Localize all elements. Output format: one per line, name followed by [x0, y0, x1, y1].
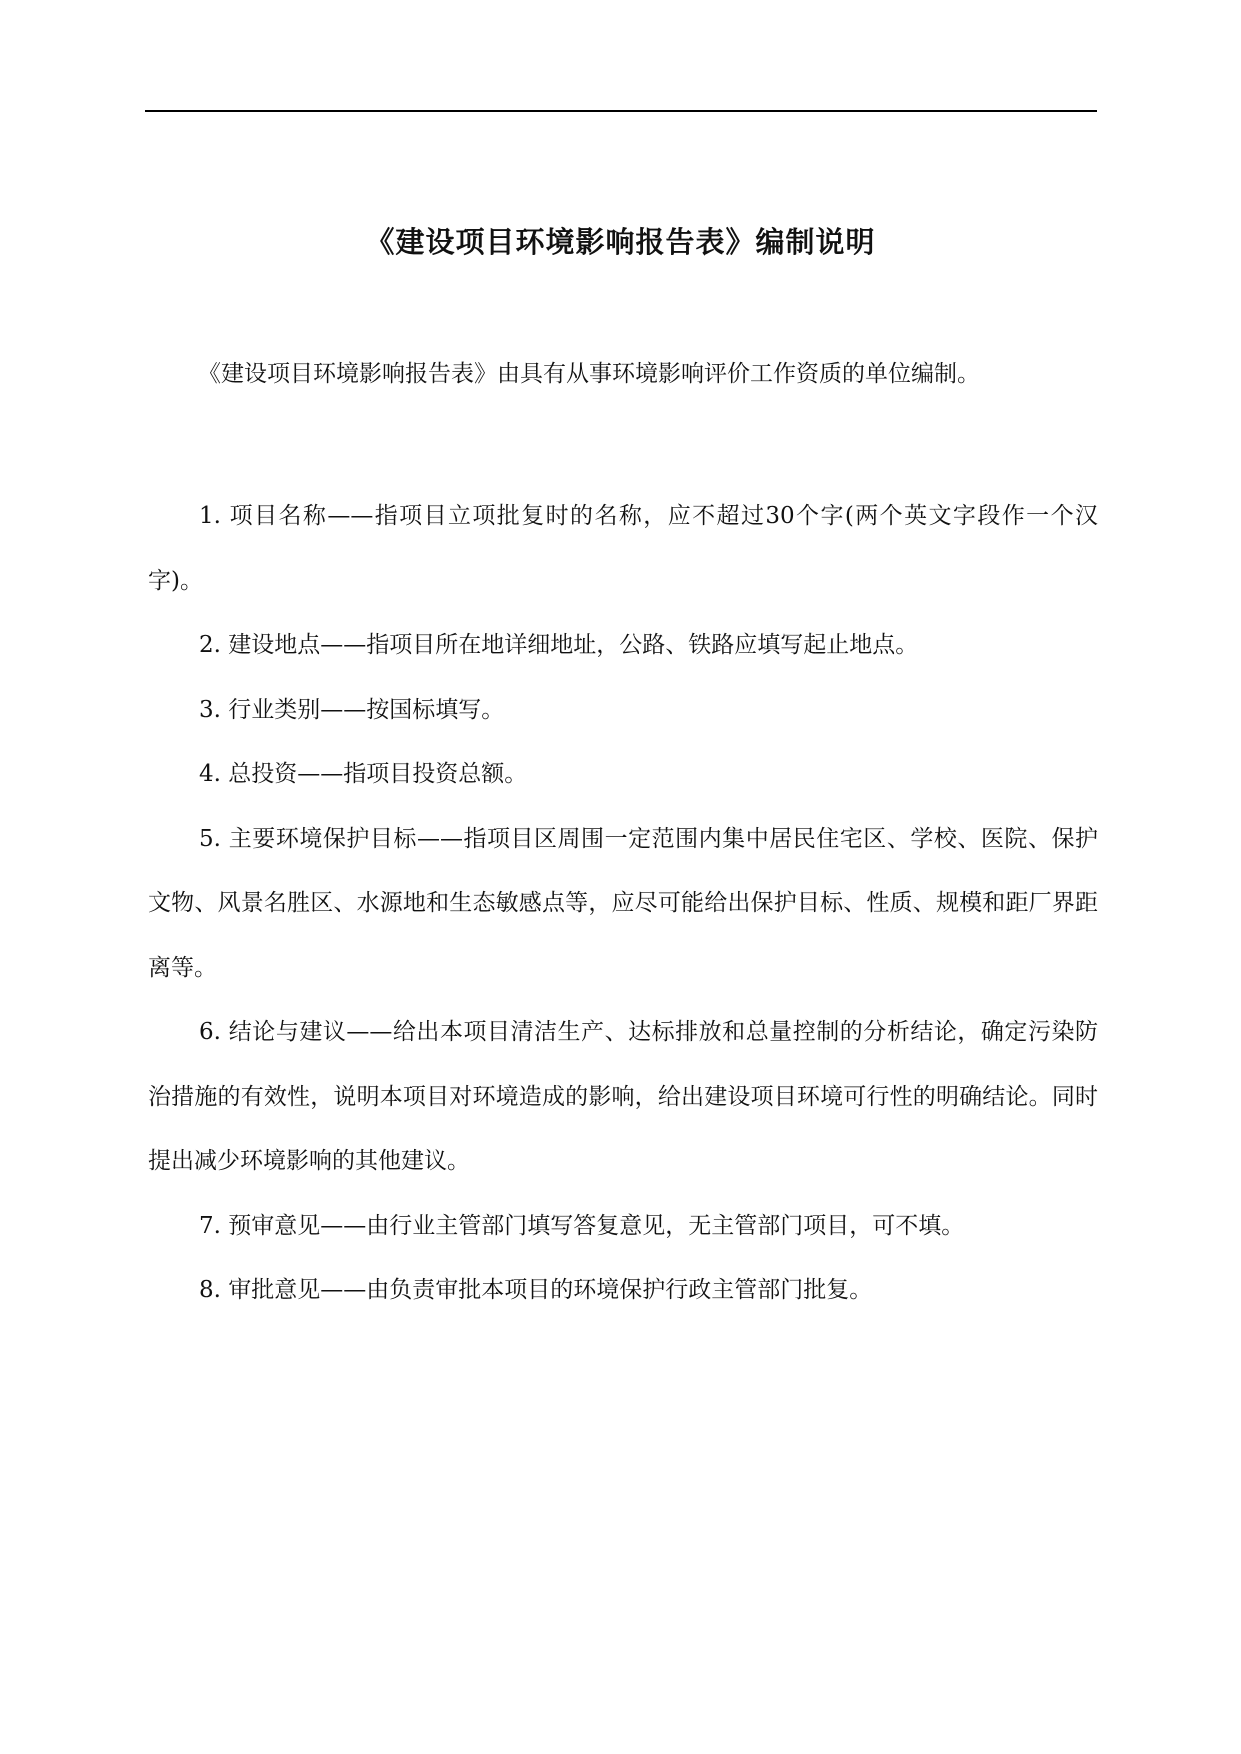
instruction-item-5: 5. 主要环境保护目标——指项目区周围一定范围内集中居民住宅区、学校、医院、保护文物、风景名胜区、水源地和生态敏感点等，应尽可能给出保护目标、性质、规模和距厂界距离等。 [148, 825, 1098, 981]
instruction-item-6: 6. 结论与建议——给出本项目清洁生产、达标排放和总量控制的分析结论，确定污染防治措施的有效性，说明本项目对环境造成的影响，给出建设项目环境可行性的明确结论。同时提出减少环境影响的其他建议。 [148, 1019, 1098, 1174]
intro-paragraph: 《建设项目环境影响报告表》由具有从事环境影响评价工作资质的单位编制。 [198, 361, 980, 387]
instruction-list [148, 484, 1098, 1323]
instruction-item-4: 4. 总投资——指项目投资总额。 [199, 761, 528, 787]
instruction-item-3: 3. 行业类别——按国标填写。 [199, 696, 505, 723]
instruction-item-8: 8. 审批意见——由负责审批本项目的环境保护行政主管部门批复。 [199, 1277, 873, 1303]
instruction-item-7: 7. 预审意见——由行业主管部门填写答复意见，无主管部门项目，可不填。 [199, 1212, 965, 1239]
instruction-item-1: 1. 项目名称——指项目立项批复时的名称，应不超过30个字(两个英文字段作一个汉字)。 [148, 503, 1098, 594]
header-rule [145, 110, 1097, 112]
document-title: 《建设项目环境影响报告表》编制说明 [365, 225, 876, 259]
instruction-item-2: 2. 建设地点——指项目所在地详细地址，公路、铁路应填写起止地点。 [199, 632, 919, 658]
